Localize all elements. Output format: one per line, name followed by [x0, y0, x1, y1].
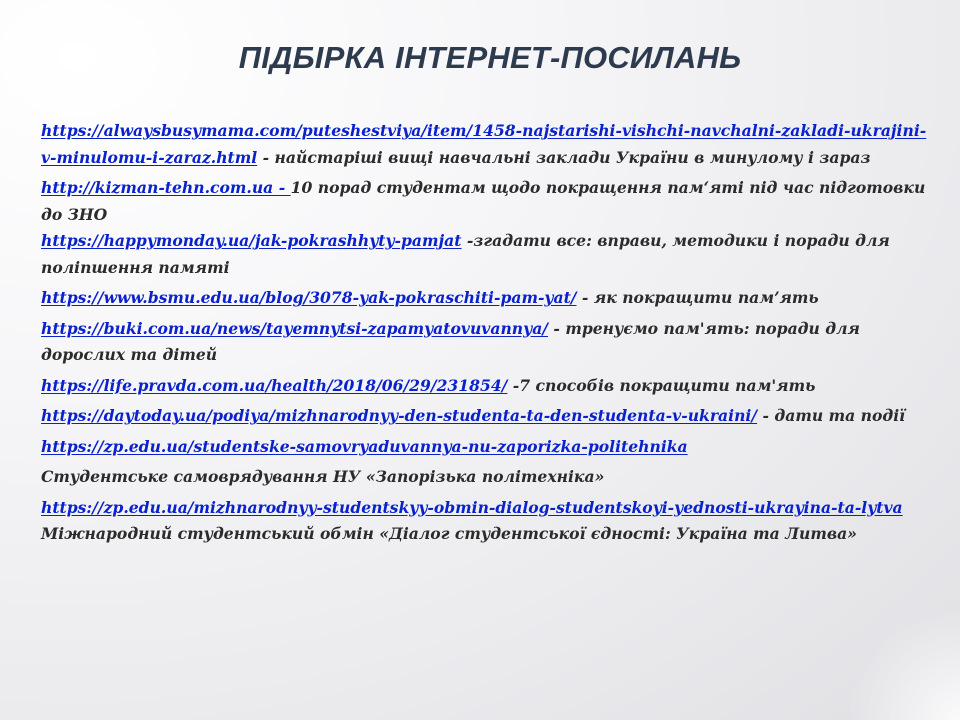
link-daytoday[interactable]: https://daytoday.ua/podiya/mizhnarodnyy-den-studenta-ta-den-studenta-v-ukraini/: [41, 406, 758, 425]
list-item: [41, 495, 941, 548]
slide-title: ПІДБІРКА ІНТЕРНЕТ-ПОСИЛАНЬ: [238, 40, 742, 75]
link-zp-edu-samovryaduvannya[interactable]: https://zp.edu.ua/studentske-samovryaduvannya-nu-zaporizka-politehnika: [41, 436, 688, 456]
link-life-pravda[interactable]: https://life.pravda.com.ua/health/2018/06/29/231854/: [41, 375, 508, 395]
link-alwaysbusymama[interactable]: https://alwaysbusymama.com/puteshestviya/item/1458-najstarishi-vishchi-navchalni-zakladi-ukrajini-v-minulomu-i-zaraz.html: [41, 121, 927, 167]
link-list: [41, 118, 941, 552]
link-description: - дати та події: [757, 406, 906, 425]
list-item: [41, 434, 941, 461]
corner-decoration: [840, 610, 960, 720]
list-item: [41, 228, 941, 281]
link-description: 10 порад студентам щодо покращення пам‘яті під час підготовки до ЗНО: [41, 178, 926, 224]
link-buki[interactable]: https://buki.com.ua/news/tayemnytsi-zapamyatovuvannya/: [41, 318, 548, 338]
link-description: - тренуємо пам'ять: поради для дорослих та дітей: [41, 318, 860, 364]
link-kizman-tehn[interactable]: http://kizman-tehn.com.ua -: [41, 178, 291, 197]
list-item: [41, 403, 941, 430]
link-bsmu[interactable]: https://www.bsmu.edu.ua/blog/3078-yak-pokraschiti-pam-yat/: [41, 288, 577, 307]
link-description: - як покращити пам’ять: [576, 288, 819, 307]
list-item: [41, 464, 941, 491]
link-description: -згадати все: вправи, методики і поради для поліпшення памяті: [41, 231, 890, 277]
link-zp-edu-obmin[interactable]: https://zp.edu.ua/mizhnarodnyy-studentskyy-obmin-dialog-studentskoyi-yednosti-ukrayina-ta-lytva: [41, 497, 903, 517]
link-description: Студентське самоврядування НУ «Запорізька політехніка»: [41, 467, 605, 486]
list-item: [41, 373, 941, 400]
link-description: Міжнародний студентський обмін «Діалог студентської єдності: Україна та Литва»: [41, 524, 857, 543]
list-item: [41, 118, 941, 171]
list-item: [41, 175, 941, 228]
link-happymonday[interactable]: https://happymonday.ua/jak-pokrashhyty-pamjat: [41, 231, 462, 250]
list-item: [41, 316, 941, 369]
link-description: -7 способів покращити пам'ять: [507, 375, 816, 395]
list-item: [41, 285, 941, 312]
link-description: - найстаріші вищі навчальні заклади України в минулому і зараз: [257, 147, 871, 167]
